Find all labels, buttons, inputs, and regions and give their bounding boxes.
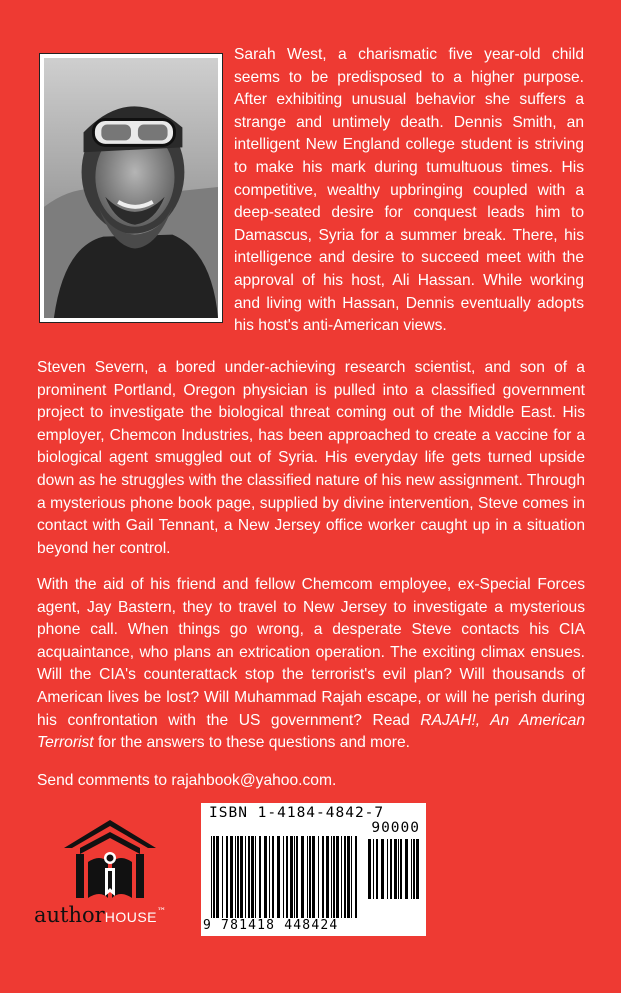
barcode-bar [411,839,412,899]
barcode-bar [296,836,298,918]
house-book-icon [62,818,158,900]
barcode-bar [309,836,311,918]
barcode-bar [351,836,352,918]
barcode-bar [373,839,374,899]
barcode-bar [294,836,295,918]
barcode-bar [211,836,212,918]
barcode-bar [376,839,378,899]
trademark-symbol: ™ [157,907,166,917]
blurb-paragraph-2: Steven Severn, a bored under-achieving research scientist, and son of a prominent Portland, Oregon physician is pulled into a classified government project to investigate the biological threat coming out of the Middle East. His employer, Chemcon Industries, has been approached to create a vaccine for a biological agent smuggled out of Syria. His everyday life gets turned upside down as he struggles with the classified nature of his new assignment. Through a mysterious phone book page, supplied by divine intervention, Steve comes in contact with Gail Tennant, a New Jersey office worker caught up in a situation beyond her control. [37,359,585,557]
barcode-bar [344,836,346,918]
publisher-logo [34,818,190,936]
barcode-bar [322,836,324,918]
barcode-bar [264,836,267,918]
barcode-bar [301,836,304,918]
author-portrait-image [44,58,218,318]
barcode-bar [326,836,329,918]
price-bars [368,839,420,899]
barcode-bar [333,836,335,918]
barcode-bar [390,839,392,899]
book-title: RAJAH!, An American Terrorist [37,711,585,752]
barcode-bar [394,839,397,899]
isbn-number: ISBN 1-4184-4842-7 [209,805,385,821]
contact-line: Send comments to rajahbook@yahoo.com. [37,772,337,789]
barcode-bar [336,836,339,918]
publisher-name-house: HOUSE [104,909,157,925]
blurb-paragraph-3-text: With the aid of his friend and fellow Chemcom employee, ex-Special Forces agent, Jay Bastern, they to travel to New Jersey to investigate a mysterious phone call. When things go wrong, a desperate Steve contacts his CIA acquaintance, who plans an extrication operation. The exciting climax ensues. Will the CIA's counterattack stop the terrorist's evil plan? Will thousands of American lives be lost? Will Muhammad Rajah escape, or will he perish during his confrontation with the US government? Read [37,576,585,729]
barcode-bar [248,836,250,918]
barcode-bar [331,836,332,918]
barcode-bar [226,836,228,918]
barcode-bar [312,836,315,918]
barcode-bar [413,839,415,899]
barcode-bar [318,836,319,918]
barcode-bar [398,839,399,899]
barcode-bar [290,836,293,918]
barcode-bar [259,836,261,918]
barcode-bar [387,839,388,899]
barcode-bar [222,836,223,918]
barcode-bar [272,836,274,918]
barcode-bar [307,836,308,918]
barcode-bar [416,839,419,899]
author-photo [39,53,223,323]
barcode-bar [251,836,254,918]
barcode-bar [405,839,408,899]
blurb-paragraph-3 [37,574,585,755]
barcode-bar [368,839,371,899]
barcode-bar [237,836,239,918]
barcode-bar [235,836,236,918]
price-code: 90000 [371,820,420,836]
barcode-bar [381,839,384,899]
blurb-paragraph-1: Sarah West, a charismatic five year-old child seems to be predisposed to a higher purpose. After exhibiting unusual behavior she suffers a strange and untimely death. Dennis Smith, an intelligent New England college student is striving to make his mark during tumultuous times. His competitive, wealthy upbringing coupled with a deep-seated desire for conquest leads him to Damascus, Syria for a summer break. There, his intelligence and desire to succeed meet with the approval of his host, Ali Hassan. While working and living with Hassan, Dennis eventually adopts his host's anti-American views. [234,46,584,335]
barcode-bar [240,836,243,918]
barcode-bar [341,836,342,918]
barcode-bar [347,836,350,918]
barcode-bar [400,839,402,899]
ean-bars [211,836,361,918]
blurb-paragraph-3-end: for the answers to these questions and more. [93,734,411,752]
ean-digits: 9 781418 448424 [203,918,339,933]
isbn-barcode [201,803,426,936]
publisher-name [34,903,204,927]
barcode-bar [283,836,284,918]
barcode-bar [216,836,219,918]
barcode-bar [269,836,270,918]
publisher-name-author: author [34,903,105,927]
barcode-bar [355,836,357,918]
barcode-bar [286,836,288,918]
barcode-bar [245,836,246,918]
barcode-bar [213,836,215,918]
barcode-bar [277,836,280,918]
barcode-bar [255,836,256,918]
barcode-bar [230,836,233,918]
